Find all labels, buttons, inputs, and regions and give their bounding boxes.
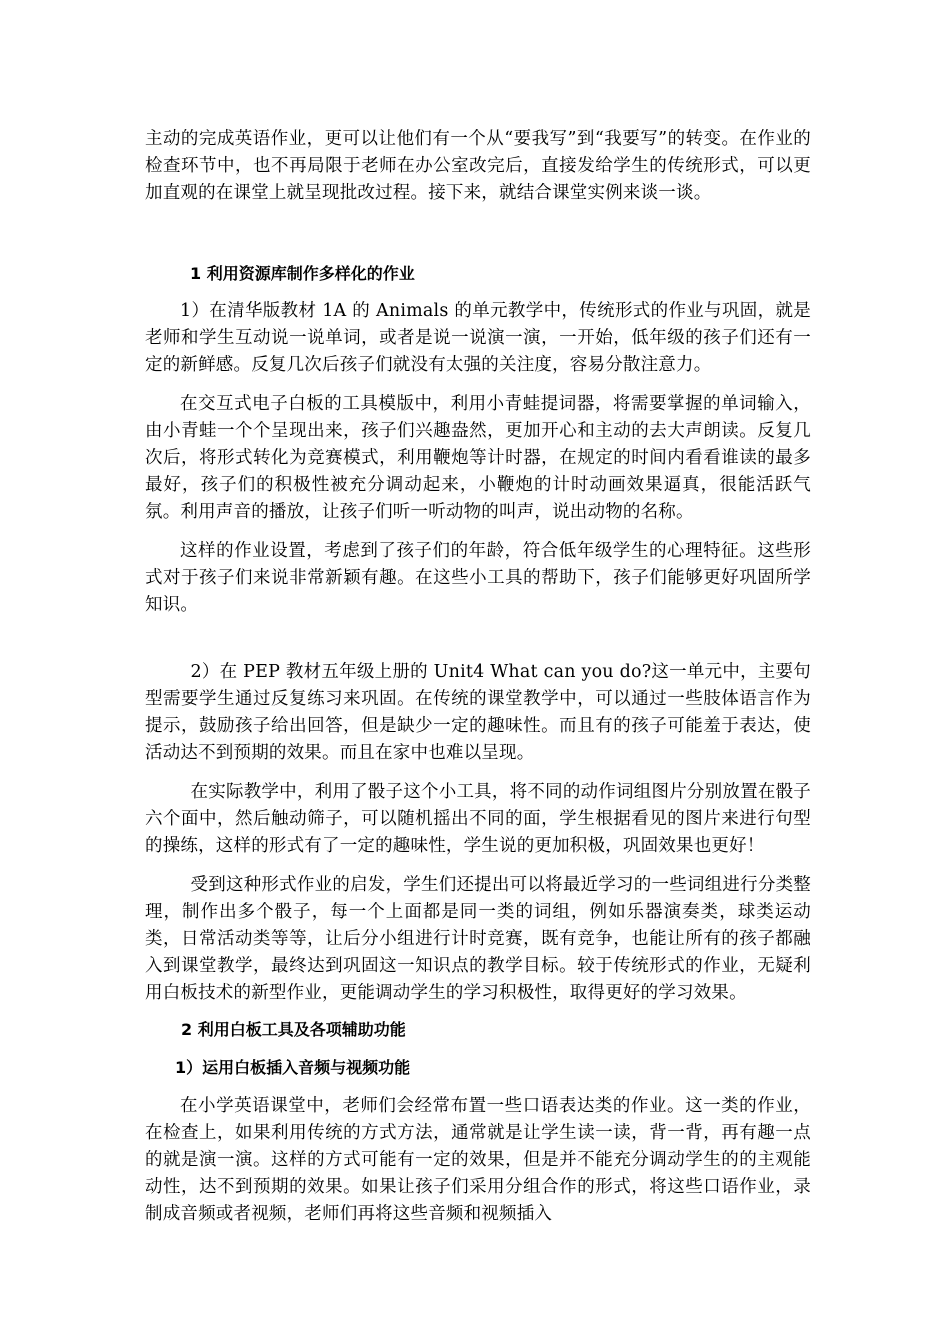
- paragraph-oral-homework: 在小学英语课堂中，老师们会经常布置一些口语表达类的作业。这一类的作业，在检查上，如果利用传统的方式方法，通常就是让学生读一读，背一背，再有趣一点的就是演一演。这样的方式可能有一定的效果，但是并不能充分调动学生的的主观能动性，达不到预期的效果。如果让孩子们采用分组合作的形式，将这些口语作业，录制成音频或者视频，老师们再将这些音频和视频插入: [145, 1096, 811, 1224]
- paragraph-homework-design: 这样的作业设置，考虑到了孩子们的年龄，符合低年级学生的心理特征。这些形式对于孩子们来说非常新颖有趣。在这些小工具的帮助下，孩子们能够更好巩固所学知识。: [145, 541, 811, 615]
- subsection-heading-1: 1）运用白板插入音频与视频功能: [175, 1058, 411, 1077]
- section-heading-2: 2 利用白板工具及各项辅助功能: [181, 1020, 406, 1039]
- paragraph-intro: 主动的完成英语作业，更可以让他们有一个从“要我写”到“我要写”的转变。在作业的检查环节中，也不再局限于老师在办公室改完后，直接发给学生的传统形式，可以更加直观的在课堂上就呈现批改过程。接下来，就结合课堂实例来谈一谈。: [145, 129, 811, 203]
- paragraph-pep-unit4: 2）在 PEP 教材五年级上册的 Unit4 What can you do?这一单元中，主要句型需要学生通过反复练习来巩固。在传统的课堂教学中，可以通过一些肢体语言作为提示，鼓励孩子给出回答，但是缺少一定的趣味性。而且有的孩子可能羞于表达，使活动达不到预期的效果。而且在家中也难以呈现。: [145, 662, 811, 763]
- paragraph-animals-unit: 1）在清华版教材 1A 的 Animals 的单元教学中，传统形式的作业与巩固，就是 老师和学生互动说一说单词，或者是说一说演一演，一开始，低年级的孩子们还有一定的新鲜感。反复几次后孩子们就没有太强的关注度，容易分散注意力。: [145, 301, 811, 375]
- document-page: [145, 120, 811, 1228]
- paragraph-dice-tool: 在实际教学中，利用了骰子这个小工具，将不同的动作词组图片分别放置在骰子六个面中，然后触动筛子，可以随机摇出不同的面，学生根据看见的图片来进行句型的操练，这样的形式有了一定的趣味性，学生说的更加积极，巩固效果也更好！: [145, 782, 811, 856]
- paragraph-whiteboard-tools: 在交互式电子白板的工具模版中，利用小青蛙提词器，将需要掌握的单词输入，由小青蛙一个个呈现出来，孩子们兴趣盎然，更加开心和主动的去大声朗读。反复几次后，将形式转化为竞赛模式，利用鞭炮等计时器，在规定的时间内看看谁读的最多最好，孩子们的积极性被充分调动起来，小鞭炮的计时动画效果逼真，很能活跃气氛。利用声音的播放，让孩子们听一听动物的叫声，说出动物的名称。: [145, 394, 811, 522]
- paragraph-student-ideas: 受到这种形式作业的启发，学生们还提出可以将最近学习的一些词组进行分类整理，制作出多个骰子，每一个上面都是同一类的词组，例如乐器演奏类，球类运动类，日常活动类等等，让后分小组进行计时竞赛，既有竞争，也能让所有的孩子都融入到课堂教学，最终达到巩固这一知识点的教学目标。较于传统形式的作业，无疑利用白板技术的新型作业，更能调动学生的学习积极性，取得更好的学习效果。: [145, 875, 811, 1003]
- section-heading-1: 1 利用资源库制作多样化的作业: [190, 264, 415, 283]
